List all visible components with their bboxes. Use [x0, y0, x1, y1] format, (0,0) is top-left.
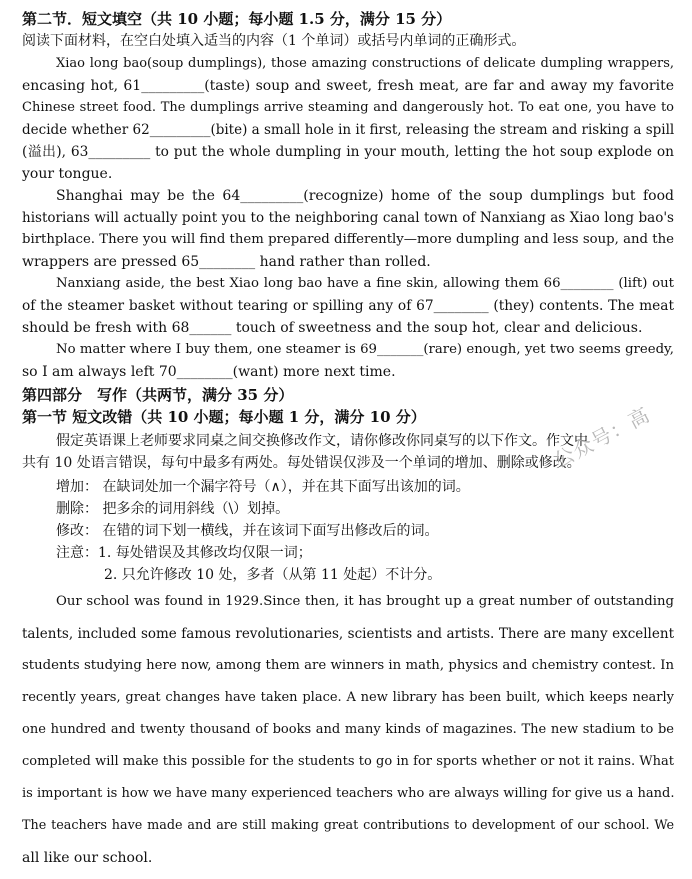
- essay-line: students studying here now, among them are winners in math, physics and chemistry contest. In: [22, 658, 674, 673]
- passage-line: of the steamer basket without tearing or spilling any of 67________ (they) contents. The meat: [22, 298, 674, 314]
- essay-line: recently years, great changes have taken place. A new library has been built, which keeps nearly: [22, 690, 674, 705]
- passage-line: birthplace. There you will find them prepared differently—more dumpling and less soup, and the: [22, 232, 674, 247]
- essay-line: The teachers have made and are still making great contributions to development of our school. We: [22, 818, 674, 833]
- passage-line: decide whether 62_________(bite) a small hole in it first, releasing the stream and risking a spill: [22, 122, 675, 138]
- error-correction-intro: 共有 10 处语言错误，每句中最多有两处。每处错误仅涉及一个单词的增加、删除或修改。: [22, 455, 581, 471]
- passage-line: historians will actually point you to the neighboring canal town of Nanxiang as Xiao long bao's: [22, 210, 674, 226]
- passage-line: Chinese street food. The dumplings arrive steaming and dangerously hot. To eat one, you have to: [22, 100, 674, 115]
- rule-add: 增加： 在缺词处加一个漏字符号（∧），并在其下面写出该加的词。: [56, 479, 470, 495]
- essay-line: Our school was found in 1929.Since then, it has brought up a great number of outstanding: [56, 594, 674, 609]
- passage-line: your tongue.: [22, 166, 113, 182]
- essay-line: talents, included some famous revolutionaries, scientists and artists. There are many excellent: [22, 626, 674, 642]
- part4-sub-heading: 第一节 短文改错（共 10 小题；每小题 1 分，满分 10 分）: [22, 408, 426, 426]
- section2-heading: 第二节．短文填空（共 10 小题；每小题 1.5 分，满分 15 分）: [22, 10, 452, 28]
- passage-line: should be fresh with 68______ touch of sweetness and the soup hot, clear and delicious.: [22, 320, 643, 336]
- passage-line: Nanxiang aside, the best Xiao long bao have a fine skin, allowing them 66________ (lift) out: [56, 276, 674, 291]
- passage-line: encasing hot, 61_________(taste) soup and sweet, fresh meat, are far and away my favorite: [22, 78, 674, 94]
- essay-line: one hundred and twenty thousand of books and many kinds of magazines. The new stadium to be: [22, 722, 674, 737]
- rule-note-2: 2. 只允许修改 10 处，多者（从第 11 处起）不计分。: [104, 567, 442, 583]
- passage-line: Shanghai may be the 64_________(recognize) home of the soup dumplings but food: [56, 188, 674, 204]
- essay-line: all like our school.: [22, 850, 153, 866]
- section2-instruction: 阅读下面材料，在空白处填入适当的内容（1 个单词）或括号内单词的正确形式。: [22, 33, 526, 49]
- watermark: 公众号：高: [549, 402, 654, 473]
- rule-note-1: 注意：1. 每处错误及其修改均仅限一词；: [56, 545, 312, 561]
- rule-delete: 删除： 把多余的词用斜线（\）划掉。: [56, 501, 290, 517]
- passage-line: Xiao long bao(soup dumplings), those amazing constructions of delicate dumpling wrappers,: [56, 56, 674, 71]
- passage-line: wrappers are pressed 65________ hand rather than rolled.: [22, 254, 431, 270]
- error-correction-intro: 假定英语课上老师要求同桌之间交换修改作文，请你修改你同桌写的以下作文。作文中: [56, 433, 588, 449]
- essay-line: is important is how we have many experienced teachers who are always willing for give us a hand.: [22, 786, 675, 801]
- rule-modify: 修改： 在错的词下划一横线，并在该词下面写出修改后的词。: [56, 523, 439, 539]
- essay-line: completed will make this possible for the students to go in for sports whether or not it rains. What: [22, 754, 674, 769]
- passage-line: so I am always left 70________(want) more next time.: [22, 364, 396, 380]
- passage-line: No matter where I buy them, one steamer is 69_______(rare) enough, yet two seems greedy,: [56, 342, 674, 357]
- part4-heading: 第四部分 写作（共两节，满分 35 分）: [22, 386, 294, 404]
- passage-line: (溢出), 63_________ to put the whole dumpling in your mouth, letting the hot soup explode on: [22, 144, 674, 160]
